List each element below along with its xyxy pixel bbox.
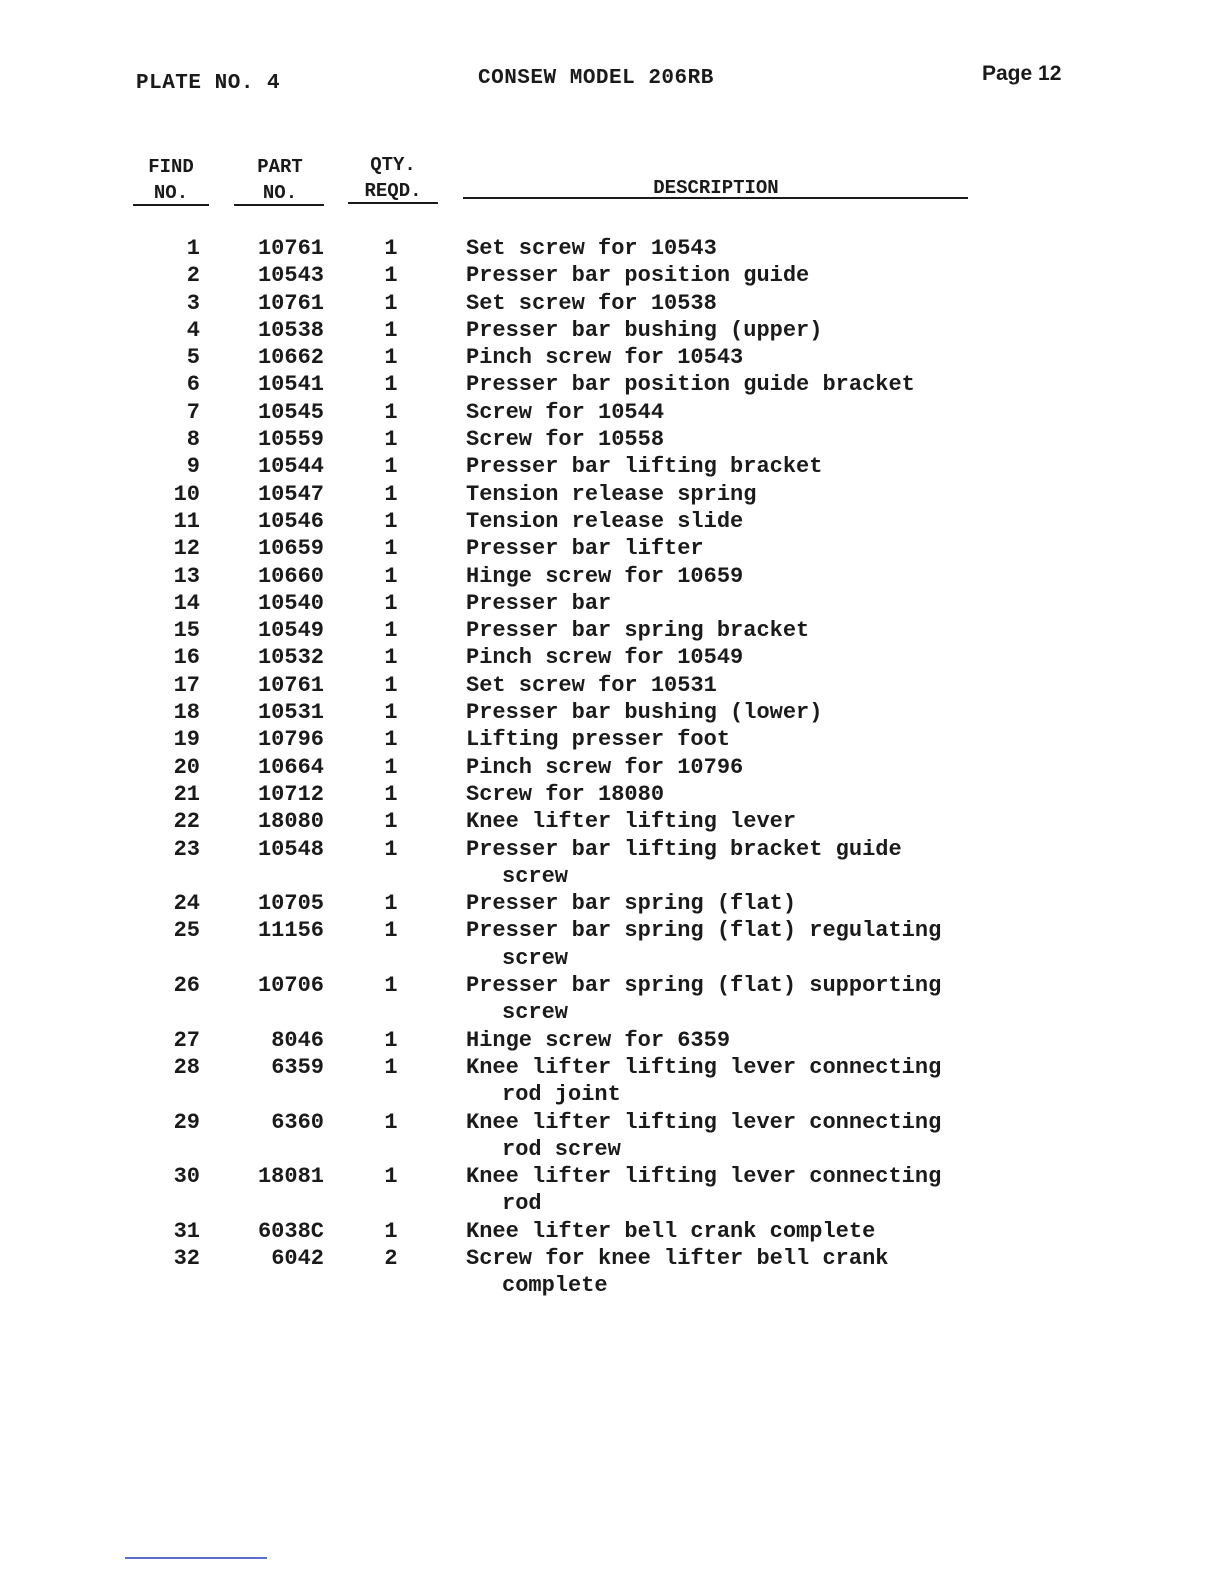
qty-cell: 1 bbox=[384, 891, 398, 917]
qty-cell: 1 bbox=[384, 836, 398, 862]
part-no-cell: 10532 bbox=[257, 645, 324, 671]
table-row bbox=[0, 509, 1224, 536]
description-cell: Set screw for 10538 bbox=[466, 290, 717, 316]
qty-cell: 1 bbox=[384, 563, 398, 589]
description-cell: Presser bar lifting bracket guide bbox=[466, 836, 902, 862]
part-no-cell: 10543 bbox=[257, 263, 324, 289]
part-no-cell: 10761 bbox=[257, 672, 324, 698]
description-cell: Presser bar position guide bracket bbox=[466, 372, 915, 398]
find-no-cell: 12 bbox=[173, 536, 200, 562]
part-no-cell: 10538 bbox=[257, 317, 324, 343]
qty-cell: 1 bbox=[384, 1164, 398, 1190]
qty-cell: 2 bbox=[384, 1245, 398, 1271]
page-number: Page 12 bbox=[982, 62, 1062, 85]
part-no-cell: 10531 bbox=[257, 700, 324, 726]
find-header-underline bbox=[133, 204, 209, 206]
qty-cell: 1 bbox=[384, 372, 398, 398]
table-row bbox=[0, 837, 1224, 864]
description-cell: screw bbox=[502, 1000, 569, 1026]
qty-cell: 1 bbox=[384, 700, 398, 726]
description-cell: Knee lifter bell crank complete bbox=[466, 1218, 876, 1244]
find-header-line2: NO. bbox=[153, 182, 189, 204]
find-no-cell: 24 bbox=[173, 891, 200, 917]
table-row bbox=[0, 1219, 1224, 1246]
table-row bbox=[0, 673, 1224, 700]
part-no-cell: 10549 bbox=[257, 618, 324, 644]
description-header-label: DESCRIPTION bbox=[653, 177, 779, 199]
description-cell: Hinge screw for 10659 bbox=[466, 563, 744, 589]
part-no-cell: 10540 bbox=[257, 590, 324, 616]
description-cell: Screw for knee lifter bell crank bbox=[466, 1245, 889, 1271]
part-no-cell: 6359 bbox=[271, 1054, 324, 1080]
find-no-cell: 6 bbox=[186, 372, 200, 398]
parts-table bbox=[0, 236, 1224, 1301]
qty-cell: 1 bbox=[384, 1027, 398, 1053]
description-cell: screw bbox=[502, 945, 569, 971]
qty-cell: 1 bbox=[384, 508, 398, 534]
plate-number: PLATE NO. 4 bbox=[136, 72, 281, 95]
description-cell: Tension release slide bbox=[466, 508, 744, 534]
description-cell: Set screw for 10543 bbox=[466, 236, 717, 261]
description-cell: Pinch screw for 10543 bbox=[466, 345, 744, 371]
table-row bbox=[0, 645, 1224, 672]
part-no-cell: 6360 bbox=[271, 1109, 324, 1135]
part-no-cell: 10544 bbox=[257, 454, 324, 480]
description-cell: Presser bar bushing (lower) bbox=[466, 700, 823, 726]
qty-cell: 1 bbox=[384, 754, 398, 780]
description-cell: Presser bar bbox=[466, 590, 612, 616]
table-row bbox=[0, 1028, 1224, 1055]
qty-cell: 1 bbox=[384, 1218, 398, 1244]
table-row bbox=[0, 618, 1224, 645]
find-no-header bbox=[134, 156, 208, 204]
find-no-cell: 28 bbox=[173, 1054, 200, 1080]
table-row bbox=[0, 318, 1224, 345]
part-no-cell: 18080 bbox=[257, 809, 324, 835]
description-cell: Pinch screw for 10549 bbox=[466, 645, 744, 671]
find-no-cell: 2 bbox=[186, 263, 200, 289]
table-row bbox=[0, 973, 1224, 1000]
find-no-cell: 8 bbox=[186, 427, 200, 453]
find-no-cell: 25 bbox=[173, 918, 200, 944]
description-cell: Presser bar spring (flat) regulating bbox=[466, 918, 942, 944]
find-no-cell: 5 bbox=[186, 345, 200, 371]
find-no-cell: 7 bbox=[186, 399, 200, 425]
description-cell: rod bbox=[502, 1191, 542, 1217]
find-no-cell: 22 bbox=[173, 809, 200, 835]
find-no-cell: 1 bbox=[186, 236, 200, 261]
description-cell: Pinch screw for 10796 bbox=[466, 754, 744, 780]
table-row bbox=[0, 727, 1224, 754]
find-no-cell: 21 bbox=[173, 781, 200, 807]
description-cell: Presser bar lifter bbox=[466, 536, 704, 562]
find-no-cell: 31 bbox=[173, 1218, 200, 1244]
qty-reqd-header bbox=[348, 154, 438, 202]
description-cell: Knee lifter lifting lever connecting bbox=[466, 1109, 942, 1135]
description-cell: Tension release spring bbox=[466, 481, 757, 507]
table-row-continuation bbox=[0, 1000, 1224, 1027]
description-cell: Screw for 10544 bbox=[466, 399, 665, 425]
find-no-cell: 9 bbox=[186, 454, 200, 480]
part-no-cell: 10796 bbox=[257, 727, 324, 753]
part-no-cell: 10664 bbox=[257, 754, 324, 780]
find-no-cell: 16 bbox=[173, 645, 200, 671]
table-row bbox=[0, 591, 1224, 618]
find-no-cell: 27 bbox=[173, 1027, 200, 1053]
description-cell: Screw for 18080 bbox=[466, 781, 665, 807]
find-no-cell: 15 bbox=[173, 618, 200, 644]
find-no-cell: 23 bbox=[173, 836, 200, 862]
table-row bbox=[0, 454, 1224, 481]
description-cell: Presser bar spring (flat) supporting bbox=[466, 973, 942, 999]
qty-cell: 1 bbox=[384, 427, 398, 453]
part-no-cell: 10545 bbox=[257, 399, 324, 425]
description-cell: Set screw for 10531 bbox=[466, 672, 717, 698]
table-row bbox=[0, 700, 1224, 727]
table-row-continuation bbox=[0, 946, 1224, 973]
qty-cell: 1 bbox=[384, 672, 398, 698]
qty-cell: 1 bbox=[384, 918, 398, 944]
table-row bbox=[0, 536, 1224, 563]
part-no-cell: 10548 bbox=[257, 836, 324, 862]
part-no-cell: 10662 bbox=[257, 345, 324, 371]
qty-cell: 1 bbox=[384, 454, 398, 480]
description-header bbox=[464, 177, 968, 199]
description-cell: Knee lifter lifting lever connecting bbox=[466, 1164, 942, 1190]
qty-cell: 1 bbox=[384, 263, 398, 289]
find-no-cell: 20 bbox=[173, 754, 200, 780]
part-no-cell: 10712 bbox=[257, 781, 324, 807]
find-no-cell: 4 bbox=[186, 317, 200, 343]
table-row bbox=[0, 755, 1224, 782]
table-row bbox=[0, 1055, 1224, 1082]
find-no-cell: 11 bbox=[173, 508, 200, 534]
find-no-cell: 30 bbox=[173, 1164, 200, 1190]
part-no-cell: 6038C bbox=[257, 1218, 324, 1244]
description-cell: Hinge screw for 6359 bbox=[466, 1027, 731, 1053]
table-row bbox=[0, 263, 1224, 290]
part-no-header bbox=[236, 156, 324, 204]
part-no-cell: 18081 bbox=[257, 1164, 324, 1190]
part-header-underline bbox=[234, 204, 324, 206]
qty-header-line2: REQD. bbox=[364, 180, 422, 202]
qty-cell: 1 bbox=[384, 618, 398, 644]
qty-header-underline bbox=[348, 202, 438, 204]
table-row bbox=[0, 236, 1224, 263]
qty-cell: 1 bbox=[384, 809, 398, 835]
find-no-cell: 13 bbox=[173, 563, 200, 589]
part-no-cell: 10761 bbox=[257, 236, 324, 261]
table-row bbox=[0, 482, 1224, 509]
qty-cell: 1 bbox=[384, 536, 398, 562]
table-row bbox=[0, 782, 1224, 809]
part-no-cell: 10761 bbox=[257, 290, 324, 316]
model-title: CONSEW MODEL 206RB bbox=[478, 67, 714, 90]
description-cell: screw bbox=[502, 863, 569, 889]
table-row-continuation bbox=[0, 1137, 1224, 1164]
part-no-cell: 6042 bbox=[271, 1245, 324, 1271]
table-row-continuation bbox=[0, 864, 1224, 891]
find-no-cell: 19 bbox=[173, 727, 200, 753]
description-cell: Presser bar spring (flat) bbox=[466, 891, 797, 917]
description-cell: Lifting presser foot bbox=[466, 727, 731, 753]
qty-cell: 1 bbox=[384, 1054, 398, 1080]
part-no-cell: 11156 bbox=[257, 918, 324, 944]
description-cell: Presser bar spring bracket bbox=[466, 618, 810, 644]
find-header-line1: FIND bbox=[148, 156, 194, 178]
table-row bbox=[0, 427, 1224, 454]
table-row bbox=[0, 1246, 1224, 1273]
qty-header-line1: QTY. bbox=[370, 154, 416, 176]
table-row bbox=[0, 291, 1224, 318]
part-header-line1: PART bbox=[257, 156, 303, 178]
qty-cell: 1 bbox=[384, 481, 398, 507]
part-no-cell: 10660 bbox=[257, 563, 324, 589]
description-cell: complete bbox=[502, 1273, 608, 1299]
description-cell: Presser bar position guide bbox=[466, 263, 810, 289]
find-no-cell: 26 bbox=[173, 973, 200, 999]
qty-cell: 1 bbox=[384, 781, 398, 807]
table-row bbox=[0, 1110, 1224, 1137]
table-row bbox=[0, 345, 1224, 372]
table-row-continuation bbox=[0, 1191, 1224, 1218]
qty-cell: 1 bbox=[384, 236, 398, 261]
part-no-cell: 10706 bbox=[257, 973, 324, 999]
table-row bbox=[0, 809, 1224, 836]
table-row bbox=[0, 891, 1224, 918]
find-no-cell: 18 bbox=[173, 700, 200, 726]
description-cell: Presser bar lifting bracket bbox=[466, 454, 823, 480]
find-no-cell: 29 bbox=[173, 1109, 200, 1135]
table-row bbox=[0, 400, 1224, 427]
part-no-cell: 10547 bbox=[257, 481, 324, 507]
description-cell: Presser bar bushing (upper) bbox=[466, 317, 823, 343]
part-no-cell: 10546 bbox=[257, 508, 324, 534]
table-row bbox=[0, 918, 1224, 945]
part-no-cell: 10659 bbox=[257, 536, 324, 562]
qty-cell: 1 bbox=[384, 317, 398, 343]
part-no-cell: 8046 bbox=[271, 1027, 324, 1053]
qty-cell: 1 bbox=[384, 973, 398, 999]
qty-cell: 1 bbox=[384, 290, 398, 316]
qty-cell: 1 bbox=[384, 399, 398, 425]
find-no-cell: 3 bbox=[186, 290, 200, 316]
description-header-underline bbox=[463, 197, 968, 199]
table-row-continuation bbox=[0, 1082, 1224, 1109]
table-row-continuation bbox=[0, 1273, 1224, 1300]
description-cell: Screw for 10558 bbox=[466, 427, 665, 453]
part-no-cell: 10541 bbox=[257, 372, 324, 398]
qty-cell: 1 bbox=[384, 590, 398, 616]
part-no-cell: 10705 bbox=[257, 891, 324, 917]
description-cell: rod joint bbox=[502, 1082, 621, 1108]
footer-rule bbox=[125, 1557, 267, 1559]
part-header-line2: NO. bbox=[262, 182, 298, 204]
qty-cell: 1 bbox=[384, 645, 398, 671]
table-row bbox=[0, 372, 1224, 399]
find-no-cell: 17 bbox=[173, 672, 200, 698]
part-no-cell: 10559 bbox=[257, 427, 324, 453]
table-row bbox=[0, 1164, 1224, 1191]
description-cell: Knee lifter lifting lever bbox=[466, 809, 797, 835]
find-no-cell: 10 bbox=[173, 481, 200, 507]
find-no-cell: 32 bbox=[173, 1245, 200, 1271]
find-no-cell: 14 bbox=[173, 590, 200, 616]
description-cell: rod screw bbox=[502, 1136, 621, 1162]
qty-cell: 1 bbox=[384, 727, 398, 753]
table-row bbox=[0, 564, 1224, 591]
qty-cell: 1 bbox=[384, 1109, 398, 1135]
qty-cell: 1 bbox=[384, 345, 398, 371]
description-cell: Knee lifter lifting lever connecting bbox=[466, 1054, 942, 1080]
